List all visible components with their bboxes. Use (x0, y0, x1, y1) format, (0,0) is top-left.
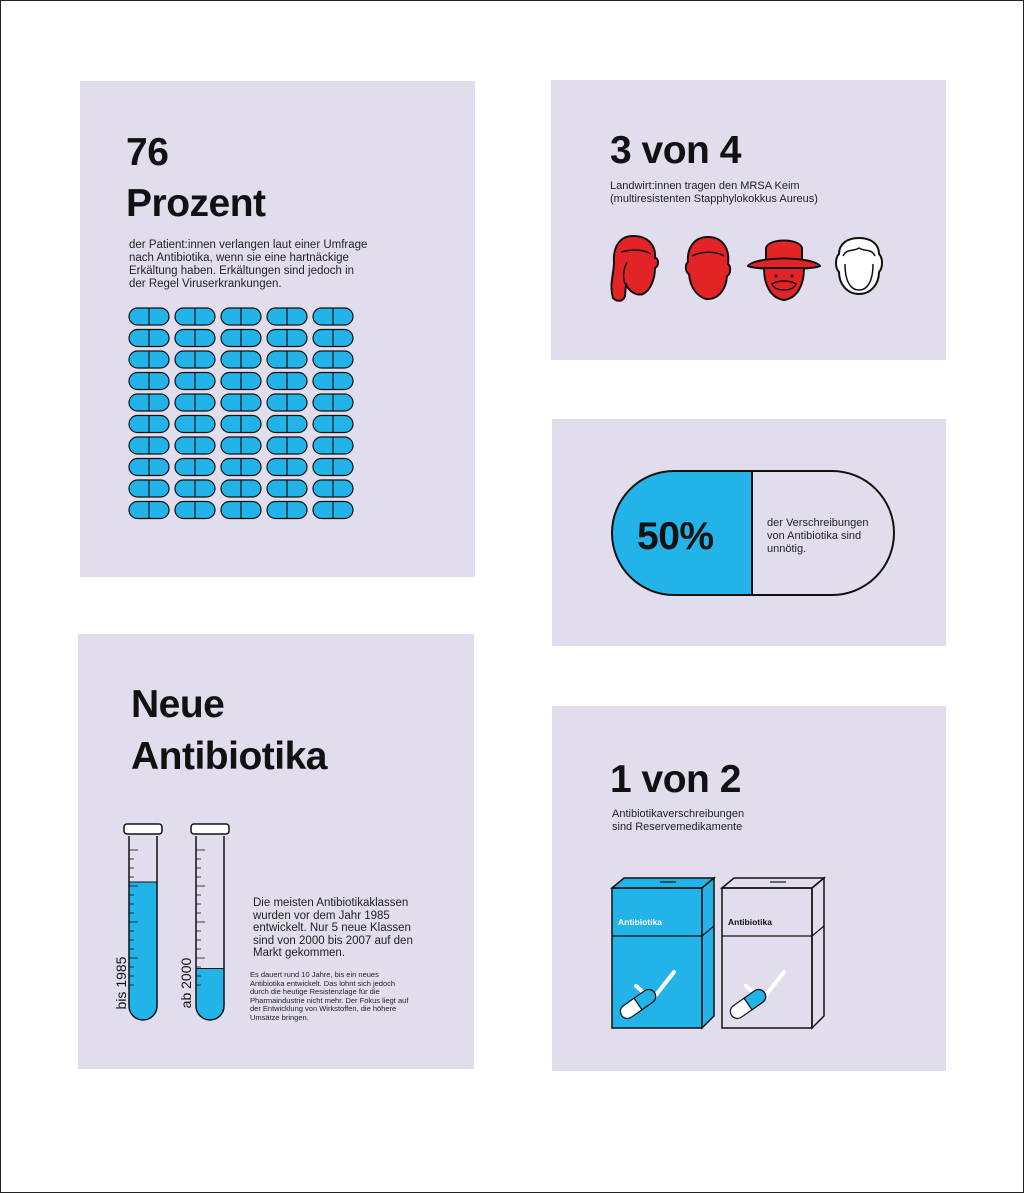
capsule-icon (129, 394, 169, 411)
capsule-icon (313, 459, 353, 476)
card3-text: der Verschreibungen von Antibiotika sind unnötig. (767, 517, 869, 555)
woman-head-icon (607, 232, 663, 304)
capsule-icon (313, 351, 353, 368)
capsule-icon (313, 373, 353, 390)
box1-label: Antibiotika (618, 917, 662, 927)
card1-headline-word: Prozent (126, 182, 266, 225)
capsule-icon (221, 330, 261, 347)
tube1-label: bis 1985 (113, 956, 129, 1010)
capsule-icon (221, 373, 261, 390)
man-head-icon (684, 234, 732, 302)
capsule-icon (175, 502, 215, 519)
capsule-icon (129, 351, 169, 368)
medicine-box-icon (610, 876, 716, 1030)
capsule-icon (267, 416, 307, 433)
capsule-icon (175, 416, 215, 433)
tube-rim (191, 824, 229, 834)
capsule-icon (221, 502, 261, 519)
capsule-icon (267, 437, 307, 454)
capsule-icon (221, 416, 261, 433)
tube-rim (124, 824, 162, 834)
card1-headline-number: 76 (126, 131, 169, 174)
box2-label: Antibiotika (728, 917, 772, 927)
old-woman-head-icon (833, 234, 885, 298)
pill-grid-chart (128, 307, 358, 523)
capsule-icon (129, 373, 169, 390)
capsule-icon (313, 330, 353, 347)
medicine-box-icon (720, 876, 826, 1030)
capsule-icon (267, 480, 307, 497)
capsule-icon (129, 330, 169, 347)
card4-headline-line1: Neue (131, 683, 225, 726)
capsule-icon (221, 480, 261, 497)
capsule-icon (313, 437, 353, 454)
card3-percent: 50% (637, 515, 714, 558)
capsule-icon (267, 502, 307, 519)
card4-main-text: Die meisten Antibiotikaklassen wurden vor dem Jahr 1985 entwickelt. Nur 5 neue Klassen sind von 2000 bis 2007 auf den Markt gekommen. (253, 897, 413, 960)
capsule-icon (175, 373, 215, 390)
capsule-icon (175, 308, 215, 325)
capsule-icon (175, 437, 215, 454)
capsule-icon (129, 502, 169, 519)
card4-headline-line2: Antibiotika (131, 735, 327, 778)
capsule-icon (175, 459, 215, 476)
tube2-label: ab 2000 (178, 957, 194, 1009)
test-tube-ab-2000 (190, 822, 230, 1024)
capsule-icon (129, 308, 169, 325)
capsule-icon (267, 459, 307, 476)
capsule-icon (267, 330, 307, 347)
capsule-icon (313, 308, 353, 325)
capsule-icon (221, 308, 261, 325)
capsule-icon (175, 330, 215, 347)
capsule-icon (313, 416, 353, 433)
capsule-icon (221, 437, 261, 454)
card5-headline: 1 von 2 (610, 758, 741, 801)
capsule-icon (267, 308, 307, 325)
card2-text: Landwirt:innen tragen den MRSA Keim (multiresistenten Stapphylokokkus Aureus) (610, 180, 818, 205)
capsule-icon (313, 394, 353, 411)
card1-text: der Patient:innen verlangen laut einer Umfrage nach Antibiotika, wenn sie eine hartnäckige Erkältung haben. Erkältungen sind jedoch in der Regel Viruserkrankungen. (129, 239, 368, 290)
capsule-icon (175, 394, 215, 411)
capsule-icon (313, 480, 353, 497)
capsule-icon (221, 394, 261, 411)
capsule-icon (175, 480, 215, 497)
card4-small-text: Es dauert rund 10 Jahre, bis ein neues Antibiotika entwickelt. Das lohnt sich jedoch durch die heutige Resistenzlage für die Pharmaindustrie nicht mehr. Der Fokus liegt auf der Entwicklung von Wirkstoffen, die höhere Umsätze bringen. (250, 970, 409, 1022)
capsule-icon (129, 437, 169, 454)
capsule-icon (129, 459, 169, 476)
farmer-hat-head-icon (746, 234, 822, 304)
card5-text-line2: sind Reservemedikamente (612, 821, 743, 833)
capsule-icon (221, 351, 261, 368)
card-3-von-4 (551, 80, 946, 360)
capsule-icon (267, 373, 307, 390)
test-tube-bis-1985 (123, 822, 163, 1024)
card5-text-line1: Antibiotikaverschreibungen (612, 808, 745, 820)
capsule-icon (175, 351, 215, 368)
tube-liquid (129, 882, 157, 1020)
capsule-icon (267, 394, 307, 411)
capsule-icon (313, 502, 353, 519)
capsule-icon (129, 416, 169, 433)
card2-headline: 3 von 4 (610, 129, 741, 172)
capsule-icon (267, 351, 307, 368)
capsule-icon (129, 480, 169, 497)
capsule-icon (221, 459, 261, 476)
